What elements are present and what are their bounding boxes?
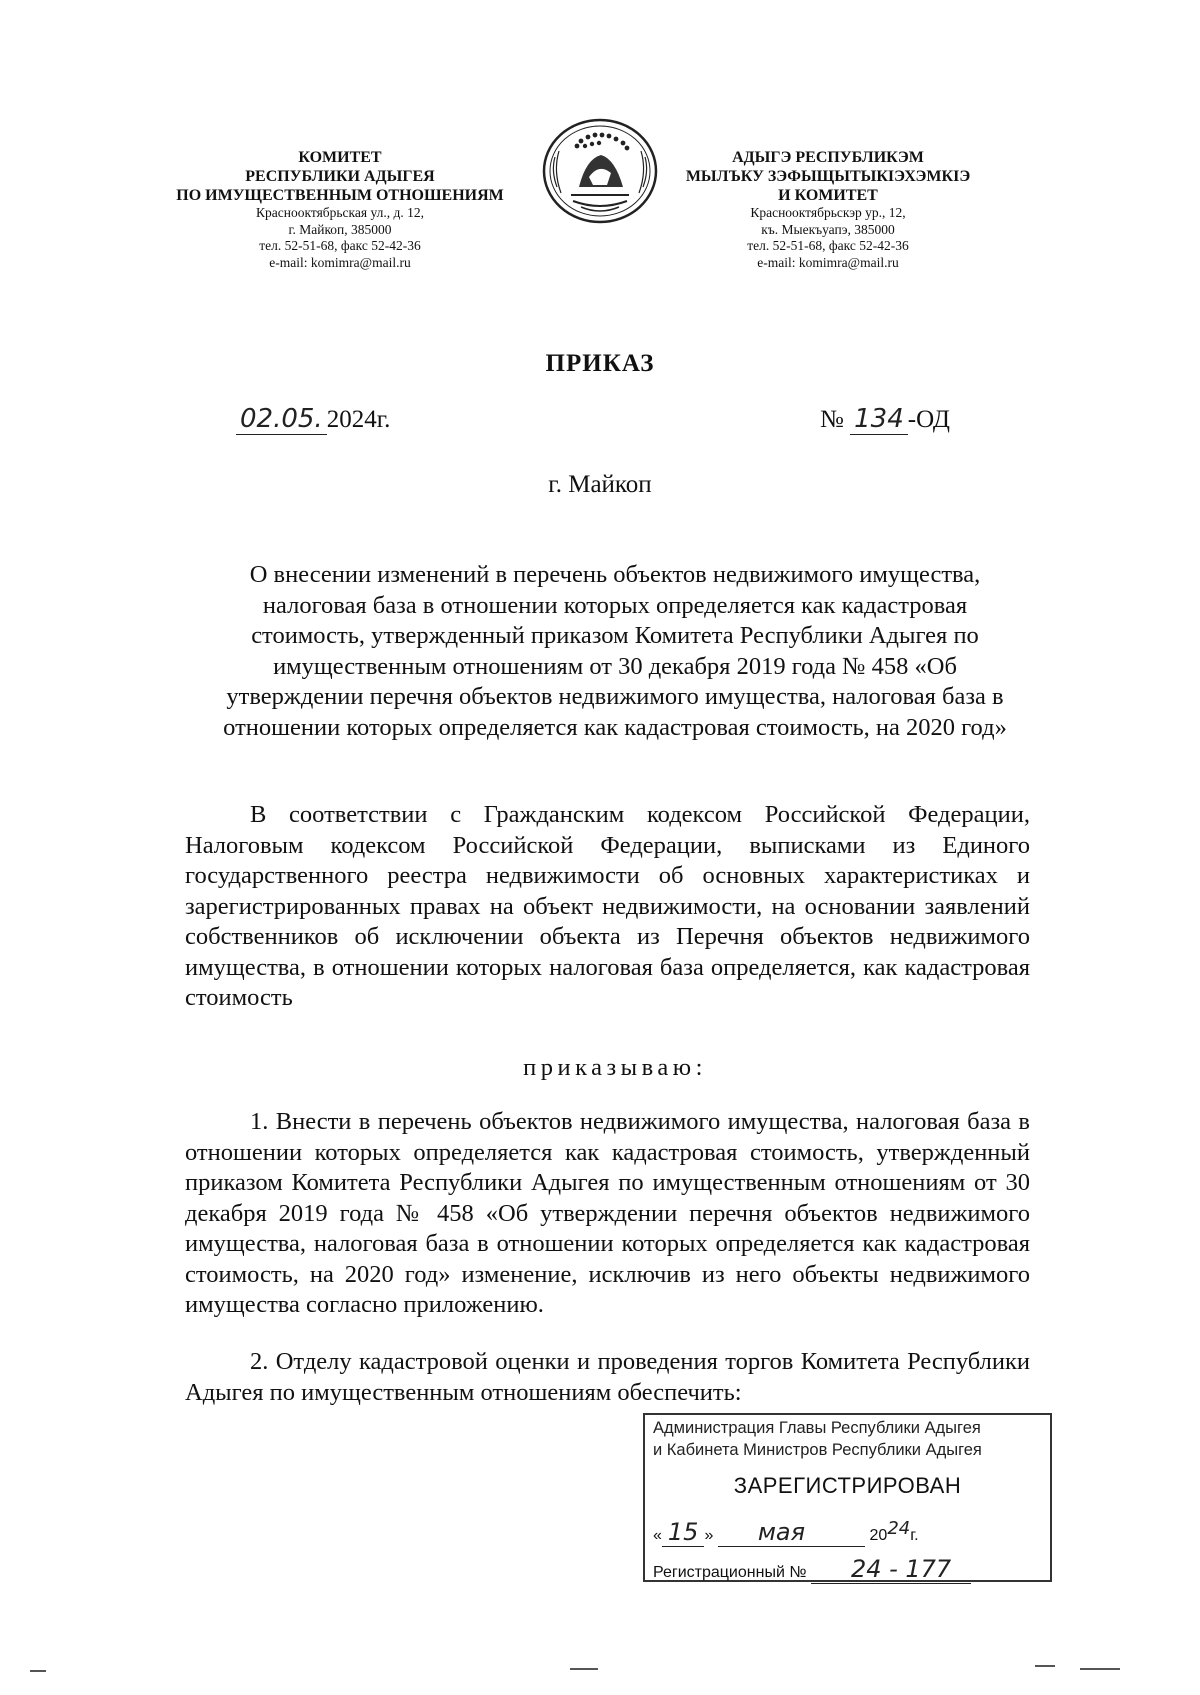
order-item-2: 2. Отделу кадастровой оценки и проведения торгов Комитета Республики Адыгея по имущественным отношениям обеспечить:: [185, 1348, 1030, 1406]
title-line: стоимость, утвержденный приказом Комитета Республики Адыгея по: [251, 622, 979, 649]
date-year: 2024г.: [326, 406, 391, 433]
title-line: утверждении перечня объектов недвижимого имущества, налоговая база в: [226, 683, 1004, 710]
title-line: имущественным отношениям от 30 декабря 2019 года № 458 «Об: [273, 652, 957, 680]
registration-stamp: [643, 1413, 1052, 1582]
org-address-line1: Краснооктябрьская ул., д. 12,: [256, 205, 424, 220]
preamble-paragraph: В соответствии с Гражданским кодексом Российской Федерации, Налоговым кодексом Российской Федерации, выписками из Единого государственного реестра недвижимости об основных характеристиках и зарегистрированных правах на объект недвижимости, на основании заявлений собственников об исключении объекта из Перечня объектов недвижимого имущества, в отношении которых налоговая база определяется, как кадастровая стоимость: [185, 801, 1030, 1011]
stamp-year-prefix: 20: [869, 1527, 888, 1544]
org-address-adyghe-line1: Краснооктябрьскэр ур., 12,: [750, 205, 906, 220]
org-name-adyghe-line1: АДЫГЭ РЕСПУБЛИКЭМ: [732, 149, 924, 166]
order-item-1: 1. Внести в перечень объектов недвижимого имущества, налоговая база в отношении которых определяется как кадастровая стоимость, утвержденный приказом Комитета Республики Адыгея по имущественным отношениям от 30 декабря 2019 года № 458 «Об утверждении перечня объектов недвижимого имущества, налоговая база в отношении которых определяется как кадастровая стоимость, на 2020 год» изменение, исключив из него объекты недвижимого имущества согласно приложению.: [185, 1108, 1030, 1318]
stamp-open-quote: «: [653, 1527, 662, 1544]
scan-mark: [1035, 1665, 1055, 1667]
org-name-line1: КОМИТЕТ: [298, 149, 382, 166]
org-name-line3: ПО ИМУЩЕСТВЕННЫМ ОТНОШЕНИЯМ: [176, 187, 504, 204]
title-line: налоговая база в отношении которых определяется как кадастровая: [262, 591, 968, 619]
stamp-date: [653, 1518, 1043, 1547]
stamp-authority-line2: и Кабинета Министров Республики Адыгея: [653, 1441, 982, 1459]
scan-mark: [570, 1668, 598, 1670]
handwritten-number: 134: [850, 404, 908, 435]
org-phone-adyghe: тел. 52-51-68, факс 52-42-36: [747, 238, 909, 253]
stamp-month-handwritten: мая: [718, 1518, 865, 1547]
stamp-registration: [653, 1555, 971, 1584]
order-word: приказываю:: [523, 1054, 707, 1081]
stamp-year-handwritten: 24: [887, 1518, 911, 1539]
stamp-authority-line1: Администрация Главы Республики Адыгея: [653, 1419, 981, 1437]
document-date: [236, 404, 390, 435]
stamp-day-handwritten: 15: [662, 1518, 705, 1547]
org-address-line2: г. Майкоп, 385000: [288, 221, 392, 237]
org-name-adyghe-line2: МЫЛЪКУ ЗЭФЫЩЫТЫКIЭХЭМКIЭ: [685, 168, 971, 185]
title-line: О внесении изменений в перечень объектов недвижимого имущества,: [249, 561, 981, 588]
scan-mark: [30, 1670, 46, 1672]
number-prefix: №: [820, 406, 844, 433]
org-name-adyghe-line3: И КОМИТЕТ: [778, 187, 878, 204]
org-email-adyghe: e-mail: komimra@mail.ru: [757, 254, 899, 270]
org-phone: тел. 52-51-68, факс 52-42-36: [259, 238, 421, 253]
header-right-block: [668, 148, 988, 271]
stamp-year-suffix: г.: [910, 1527, 919, 1544]
stamp-reg-label: Регистрационный №: [653, 1564, 807, 1581]
document-city: г. Майкоп: [548, 471, 652, 498]
document-type-title: ПРИКАЗ: [545, 350, 655, 377]
number-suffix: -ОД: [907, 406, 950, 433]
stamp-reg-number-handwritten: 24 - 177: [811, 1555, 971, 1584]
header-left-block: [170, 148, 510, 271]
org-name-line2: РЕСПУБЛИКИ АДЫГЕЯ: [245, 168, 435, 185]
org-email: e-mail: komimra@mail.ru: [269, 254, 411, 270]
stamp-close-quote: »: [704, 1527, 714, 1544]
handwritten-date: 02.05.: [236, 404, 327, 435]
title-line: отношении которых определяется как кадастровая стоимость, на 2020 год»: [223, 713, 1007, 741]
stamp-status: ЗАРЕГИСТРИРОВАН: [733, 1473, 962, 1498]
coat-of-arms-emblem-icon: [541, 117, 659, 225]
scan-mark: [1080, 1668, 1120, 1670]
org-address-adyghe-line2: къ. Мыекъуапэ, 385000: [761, 221, 895, 237]
document-subject-title: [200, 560, 1030, 743]
document-number: [820, 404, 950, 435]
